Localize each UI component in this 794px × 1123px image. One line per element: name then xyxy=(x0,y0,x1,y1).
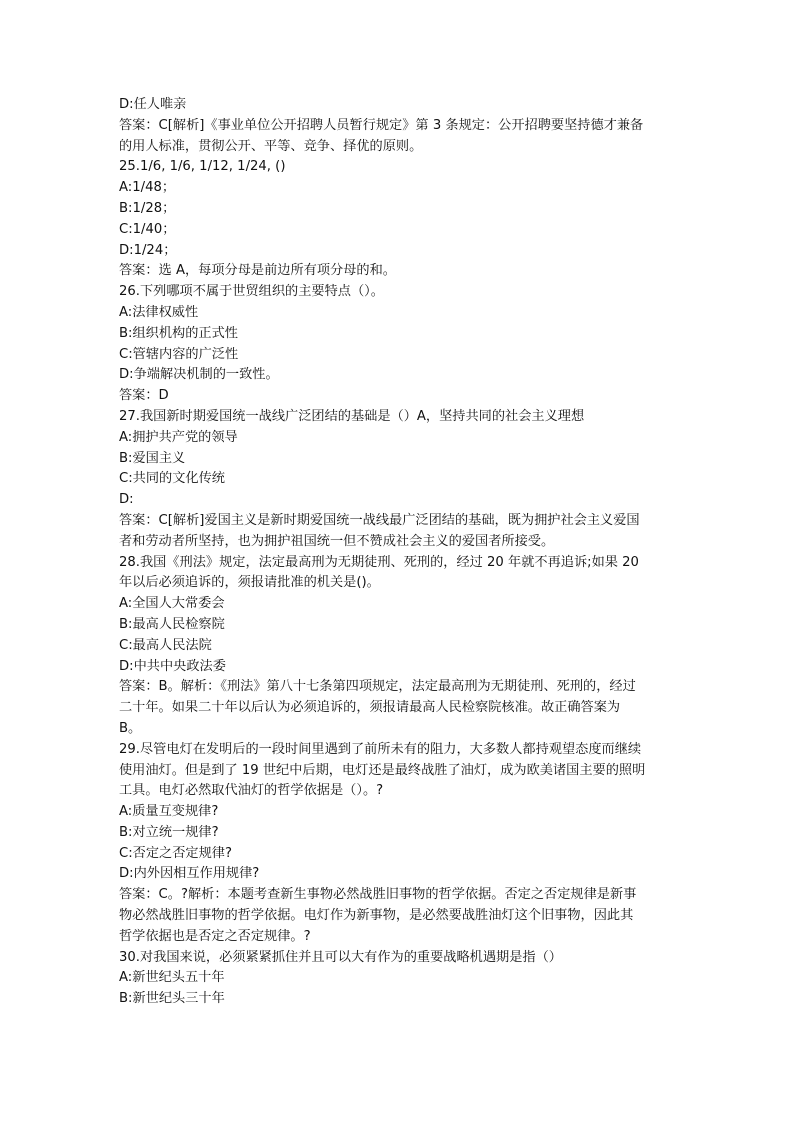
question-line: 30.对我国来说，必须紧紧抓住并且可以大有作为的重要战略机遇期是指（） xyxy=(119,949,562,965)
answer-line: 答案：D xyxy=(119,388,169,404)
answer-line: 答案：B。解析：《刑法》第八十七条第四项规定，法定最高刑为无期徒刑、死刑的，经过 xyxy=(119,679,636,695)
question-line: 年以后必须追诉的，须报请批准的机关是()。 xyxy=(119,575,380,591)
option-line: D:中共中央政法委 xyxy=(119,658,226,674)
option-line: A:拥护共产党的领导 xyxy=(119,429,238,445)
question-line: 25.1/6, 1/6, 1/12, 1/24, () xyxy=(119,159,286,175)
option-line: B:1/28； xyxy=(119,200,176,216)
option-line: B:爱国主义 xyxy=(119,450,186,466)
option-line: D:争端解决机制的一致性。 xyxy=(119,367,279,383)
answer-line: 答案：选 A，每项分母是前边所有项分母的和。 xyxy=(119,263,396,279)
option-line: C:共同的文化传统 xyxy=(119,471,225,487)
question-line: 使用油灯。但是到了 19 世纪中后期，电灯还是最终战胜了油灯，成为欧美诸国主要的照明 xyxy=(119,762,646,778)
option-line: D:任人唯亲 xyxy=(119,97,187,112)
option-line: C:最高人民法院 xyxy=(119,637,212,653)
option-line: C:否定之否定规律? xyxy=(119,845,232,861)
document-text-body xyxy=(119,95,679,1010)
question-line: 28.我国《刑法》规定，法定最高刑为无期徒刑、死刑的，经过 20 年就不再追诉;如果 20 xyxy=(119,554,639,570)
answer-line: B。 xyxy=(119,720,142,736)
option-line: A:法律权威性 xyxy=(119,304,199,320)
answer-line: 物必然战胜旧事物的哲学依据。电灯作为新事物，是必然要战胜油灯这个旧事物，因此其 xyxy=(119,908,634,924)
question-line: 26.下列哪项不属于世贸组织的主要特点（）。 xyxy=(119,284,384,300)
answer-line: 者和劳动者所坚持，也为拥护祖国统一但不赞成社会主义的爱国者所接受。 xyxy=(119,533,555,549)
option-line: D: xyxy=(119,492,134,508)
answer-line: 哲学依据也是否定之否定规律。? xyxy=(119,928,311,944)
option-line: A:1/48； xyxy=(119,180,176,196)
option-line: C:1/40； xyxy=(119,221,176,237)
option-line: B:最高人民检察院 xyxy=(119,616,225,632)
option-line: B:对立统一规律? xyxy=(119,824,219,840)
option-line: B:组织机构的正式性 xyxy=(119,325,238,341)
option-line: A:新世纪头五十年 xyxy=(119,970,225,986)
option-line: C:管辖内容的广泛性 xyxy=(119,346,239,362)
question-line: 29.尽管电灯在发明后的一段时间里遇到了前所未有的阻力，大多数人都持观望态度而继续 xyxy=(119,741,642,757)
answer-line: 答案：C。?解析：本题考查新生事物必然战胜旧事物的哲学依据。否定之否定规律是新事 xyxy=(119,887,637,903)
option-line: D:内外因相互作用规律? xyxy=(119,866,260,882)
answer-line: 的用人标准，贯彻公开、平等、竞争、择优的原则。 xyxy=(119,138,423,154)
option-line: D:1/24； xyxy=(119,242,177,258)
question-line: 工具。电灯必然取代油灯的哲学依据是（）。? xyxy=(119,783,384,799)
answer-line: 二十年。如果二十年以后认为必须追诉的，须报请最高人民检察院核准。故正确答案为 xyxy=(119,700,621,716)
option-line: B:新世纪头三十年 xyxy=(119,991,225,1007)
option-line: A:质量互变规律? xyxy=(119,804,219,820)
answer-line: 答案：C[解析]爱国主义是新时期爱国统一战线最广泛团结的基础，既为拥护社会主义爱国 xyxy=(119,512,640,528)
answer-line: 答案：C[解析]《事业单位公开招聘人员暂行规定》第 3 条规定：公开招聘要坚持德才兼备 xyxy=(119,117,644,133)
option-line: A:全国人大常委会 xyxy=(119,596,225,612)
question-line: 27.我国新时期爱国统一战线广泛团结的基础是（）A，坚持共同的社会主义理想 xyxy=(119,408,585,424)
